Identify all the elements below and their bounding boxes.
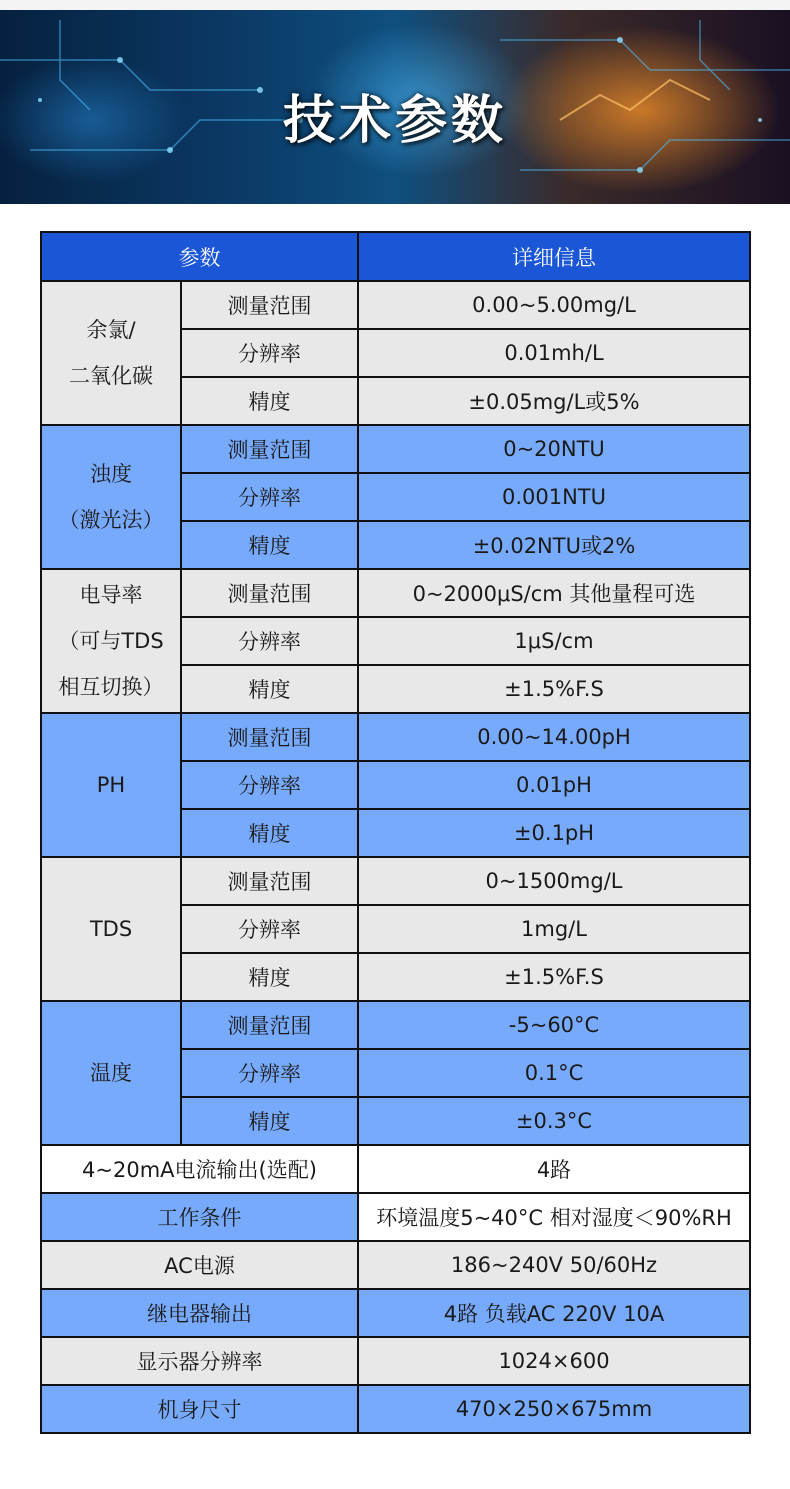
single-label: 工作条件 [41,1193,358,1241]
value-resolution: 0.001NTU [358,473,750,521]
single-label: 显示器分辨率 [41,1337,358,1385]
sub-label-range: 测量范围 [181,569,358,617]
group-label: PH [41,713,181,857]
value-range: 0.00~5.00mg/L [358,281,750,329]
value-precision: ±0.05mg/L或5% [358,377,750,425]
sub-label-range: 测量范围 [181,857,358,905]
table-row [41,425,750,473]
single-value: 470×250×675mm [358,1385,750,1433]
value-precision: ±1.5%F.S [358,665,750,713]
value-precision: ±1.5%F.S [358,953,750,1001]
sub-label-resolution: 分辨率 [181,329,358,377]
table-row [41,1385,750,1433]
sub-label-precision: 精度 [181,809,358,857]
table-row [41,1145,750,1193]
sub-label-range: 测量范围 [181,713,358,761]
header-param: 参数 [41,232,358,281]
table-row [41,1337,750,1385]
spec-table [40,231,751,1434]
sub-label-precision: 精度 [181,521,358,569]
sub-label-range: 测量范围 [181,1001,358,1049]
sub-label-resolution: 分辨率 [181,1049,358,1097]
sub-label-resolution: 分辨率 [181,617,358,665]
table-row [41,857,750,905]
value-resolution: 0.1°C [358,1049,750,1097]
value-precision: ±0.3°C [358,1097,750,1145]
single-label: 机身尺寸 [41,1385,358,1433]
table-row [41,1001,750,1049]
value-range: 0~20NTU [358,425,750,473]
sub-label-precision: 精度 [181,665,358,713]
single-value: 4路 [358,1145,750,1193]
group-label: 余氯/ 二氧化碳 [41,281,181,425]
single-value: 1024×600 [358,1337,750,1385]
value-resolution: 1mg/L [358,905,750,953]
value-precision: ±0.1pH [358,809,750,857]
banner-title: 技术参数 [282,91,507,151]
single-value: 4路 负载AC 220V 10A [358,1289,750,1337]
sub-label-resolution: 分辨率 [181,761,358,809]
single-label: 继电器输出 [41,1289,358,1337]
sub-label-resolution: 分辨率 [181,905,358,953]
sub-label-precision: 精度 [181,953,358,1001]
sub-label-range: 测量范围 [181,281,358,329]
value-range: 0.00~14.00pH [358,713,750,761]
single-label: AC电源 [41,1241,358,1289]
header-detail: 详细信息 [358,232,750,281]
single-label: 4~20mA电流输出(选配) [41,1145,358,1193]
table-row [41,1193,750,1241]
value-range: 0~2000μS/cm 其他量程可选 [358,569,750,617]
table-row [41,713,750,761]
group-label: 温度 [41,1001,181,1145]
group-label: 电导率 （可与TDS 相互切换） [41,569,181,713]
table-row [41,569,750,617]
value-range: 0~1500mg/L [358,857,750,905]
single-value: 环境温度5~40°C 相对湿度＜90%RH [358,1193,750,1241]
group-label: 浊度 （激光法） [41,425,181,569]
value-precision: ±0.02NTU或2% [358,521,750,569]
group-label: TDS [41,857,181,1001]
value-range: -5~60°C [358,1001,750,1049]
sub-label-precision: 精度 [181,377,358,425]
single-value: 186~240V 50/60Hz [358,1241,750,1289]
table-header-row [41,232,750,281]
table-row [41,1241,750,1289]
sub-label-precision: 精度 [181,1097,358,1145]
sub-label-range: 测量范围 [181,425,358,473]
value-resolution: 0.01mh/L [358,329,750,377]
value-resolution: 0.01pH [358,761,750,809]
table-row [41,1289,750,1337]
banner [0,0,790,204]
sub-label-resolution: 分辨率 [181,473,358,521]
table-row [41,281,750,329]
value-resolution: 1μS/cm [358,617,750,665]
